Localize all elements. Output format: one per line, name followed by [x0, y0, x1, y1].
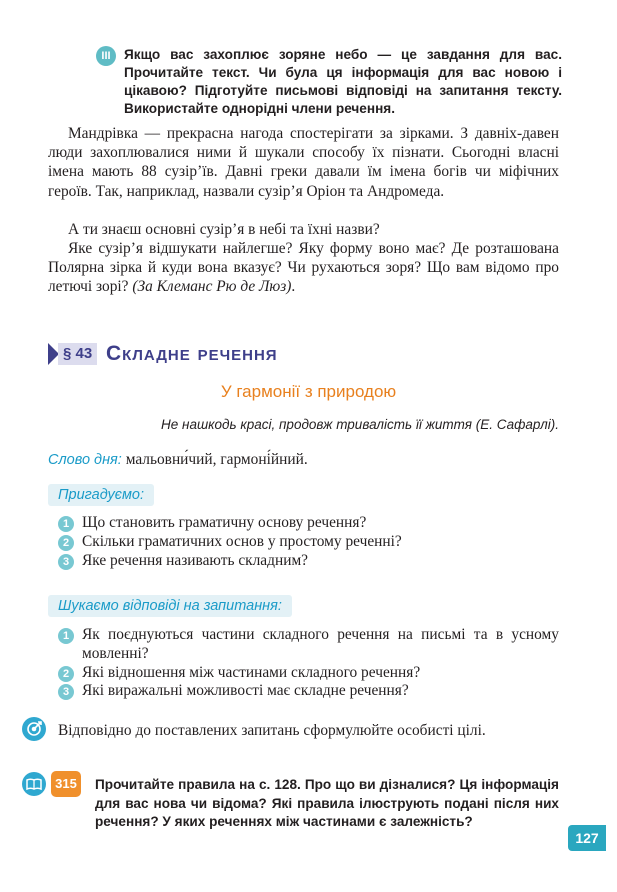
passage-paragraph-2: А ти знаєш основні сузір’я в небі та їхні назви? — [68, 221, 380, 238]
word-of-day-label: Слово дня: — [48, 452, 122, 468]
section-title: Складне речення — [106, 342, 278, 365]
list-item: 1 Як поєднуються частини складного речення на письмі та в усному мовленні? — [58, 626, 559, 664]
exercise-number: 315 — [51, 771, 81, 797]
task-instructions: Якщо вас захоплює зоряне небо — це завдання для вас. Прочитайте текст. Чи була ця інформація для вас новою і цікавою? Підготуйте письмові відповіді на запитання тексту. Використайте однорідні члени речення. — [124, 47, 562, 116]
number-badge: 2 — [58, 535, 74, 551]
epigraph: Не нашкодь красі, продовж тривалість її життя (Е. Сафарлі). — [161, 417, 559, 432]
list-item: 3 Яке речення називають складним? — [58, 552, 559, 571]
number-badge: 2 — [58, 666, 74, 682]
list-item: 1 Що становить граматичну основу речення? — [58, 514, 559, 533]
section-number: § 43 — [58, 343, 97, 365]
target-icon — [22, 717, 46, 741]
list-item: 2 Які відношення між частинами складного речення? — [58, 664, 559, 683]
exercise-text: Прочитайте правила на с. 128. Про що ви дізналися? Ця інформація для вас нова чи відома? Які правила ілюструють подані після них речення? У яких реченнях між частинами є залежність? — [95, 777, 559, 829]
number-badge: 1 — [58, 516, 74, 532]
number-badge: 3 — [58, 554, 74, 570]
number-badge: 1 — [58, 628, 74, 644]
passage-source: (За Клеманс Рю де Люз) — [132, 278, 292, 296]
page-number: 127 — [568, 825, 606, 851]
section-subtitle: У гармонії з природою — [220, 382, 397, 401]
list-item: 3 Які виражальні можливості має складне речення? — [58, 682, 559, 701]
word-of-day — [48, 450, 308, 470]
goal-text: Відповідно до поставлених запитань сформулюйте особисті цілі. — [58, 722, 486, 739]
task-level-badge: III — [96, 46, 116, 66]
recall-label: Пригадуємо: — [48, 484, 154, 506]
passage-paragraph-1: Мандрівка — прекрасна нагода спостерігати за зірками. З давніх-давен люди захоплювалися ними й шукали способу їх пізнати. Сьогодні власні імена мають 88 сузір’їв. Давні греки давали їм імена богів чи міфічних героїв. Так, наприклад, назвали сузір’я Оріон та Андромеда. — [48, 125, 559, 200]
word-of-day-value: мальовни́чий, гармоні́йний. — [125, 451, 308, 468]
recall-list — [58, 514, 559, 570]
search-label: Шукаємо відповіді на запитання: — [48, 595, 292, 617]
number-badge: 3 — [58, 684, 74, 700]
passage-paragraph-3: Яке сузір’я відшукати найлегше? Яку форму воно має? Де розташована Полярна зірка й куди вона вказує? Чи рухаються зоря? Що вам відомо про летючі зорі? (За Клеманс Рю де Люз). — [48, 240, 559, 296]
book-icon — [22, 772, 46, 796]
list-item: 2 Скільки граматичних основ у простому реченні? — [58, 533, 559, 552]
search-list — [58, 626, 559, 701]
